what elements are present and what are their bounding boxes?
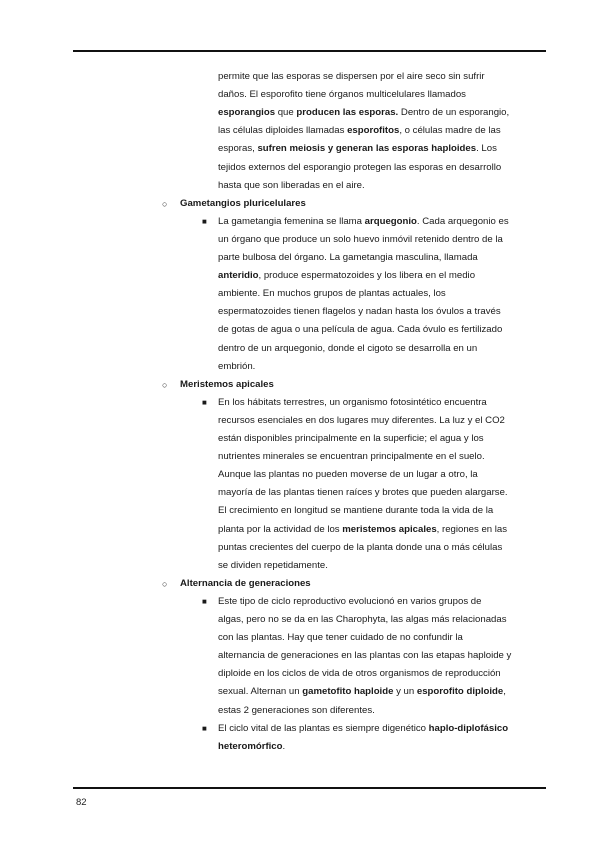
paragraph-line: daños. El esporofito tiene órganos multicelulares llamados: [218, 89, 466, 101]
paragraph-line: están disponibles principalmente en la superficie; el agua y los: [218, 433, 484, 444]
paragraph-line: El ciclo vital de las plantas es siempre digenético haplo-diplofásico: [218, 722, 509, 734]
bold-term: anteridio: [218, 270, 259, 282]
paragraph-line: sexual. Alternan un gametofito haploide y un esporofito diploide,: [218, 686, 506, 698]
circle-bullet-icon: ○: [162, 578, 168, 589]
paragraph-line: tejidos externos del esporangio protegen las esporas en desarrollo: [218, 161, 502, 173]
bold-term: gametofito haploide: [302, 686, 394, 698]
paragraph-line: embrión.: [218, 360, 256, 372]
paragraph-line: se dividen repetidamente.: [218, 559, 328, 571]
paragraph-line: las células diploides llamadas esporofitos, o células madre de las: [218, 125, 501, 137]
bold-term: sufren meiosis y generan las esporas haploides: [257, 143, 477, 155]
paragraph-line: espermatozoides tienen flagelos y nadan hasta los óvulos a través: [218, 306, 501, 318]
paragraph-line: algas, pero no se da en las Charophyta, las algas más relacionadas: [218, 614, 507, 625]
circle-bullet-icon: ○: [162, 379, 168, 390]
paragraph-line: de gotas de agua o una película de agua. Cada óvulo es fertilizado: [218, 324, 503, 336]
footer-rule: [73, 787, 546, 789]
bold-term: Meristemos apicales: [180, 378, 274, 390]
paragraph-line: planta por la actividad de los meristemos apicales, regiones en las: [218, 523, 508, 535]
paragraph-line: esporas, sufren meiosis y generan las esporas haploides. Los: [218, 143, 497, 155]
bold-term: heteromórfico: [218, 740, 283, 752]
bold-term: meristemos apicales: [342, 523, 437, 535]
paragraph-line: un órgano que produce un solo huevo inmóvil retenido dentro de la: [218, 233, 503, 245]
paragraph-line: heteromórfico.: [218, 740, 286, 752]
section-heading: [180, 575, 311, 593]
square-bullet-icon: ■: [202, 596, 207, 606]
square-bullet-icon: ■: [202, 397, 207, 407]
section-heading: [180, 195, 306, 213]
paragraph-line: Este tipo de ciclo reproductivo evolucionó en varios grupos de: [218, 595, 482, 607]
bold-term: Gametangios pluricelulares: [180, 197, 306, 209]
paragraph-line: permite que las esporas se dispersen por el aire seco sin sufrir: [218, 71, 485, 82]
paragraph-line: anteridio, produce espermatozoides y los libera en el medio: [218, 270, 476, 282]
bold-term: esporangios: [218, 107, 276, 119]
bold-term: arquegonio: [364, 215, 417, 227]
paragraph-line: estas 2 generaciones son diferentes.: [218, 704, 375, 716]
page-number: 82: [76, 797, 87, 808]
square-bullet-icon: ■: [202, 723, 207, 733]
paragraph-line: recursos esenciales en dos lugares muy diferentes. La luz y el CO2: [218, 414, 505, 426]
bold-term: Alternancia de generaciones: [180, 577, 311, 589]
paragraph-line: esporangios que producen las esporas. Dentro de un esporangio,: [218, 107, 510, 119]
paragraph-line: La gametangia femenina se llama arquegonio. Cada arquegonio es: [218, 215, 509, 227]
paragraph-line: alternancia de generaciones en las plantas con las etapas haploide y: [218, 650, 512, 662]
bold-term: esporofito diploide: [416, 686, 504, 698]
section-heading: [180, 376, 274, 394]
bold-term: haplo-diplofásico: [428, 722, 509, 734]
paragraph-line: con las plantas. Hay que tener cuidado de no confundir la: [218, 632, 463, 644]
paragraph-line: nutrientes minerales se encuentran principalmente en el suelo.: [218, 451, 485, 463]
circle-bullet-icon: ○: [162, 198, 168, 209]
bold-term: producen las esporas.: [296, 107, 399, 119]
paragraph-line: puntas crecientes del cuerpo de la planta donde una o más células: [218, 541, 503, 553]
square-bullet-icon: ■: [202, 216, 207, 226]
bold-term: esporofitos: [347, 125, 400, 137]
paragraph-line: hasta que son liberadas en el aire.: [218, 179, 365, 191]
paragraph-line: El crecimiento en longitud se mantiene durante toda la vida de la: [218, 505, 494, 517]
paragraph-line: En los hábitats terrestres, un organismo fotosintético encuentra: [218, 396, 487, 408]
paragraph-line: diploide en los ciclos de vida de otros organismos de reproducción: [218, 668, 501, 680]
header-rule: [73, 50, 546, 52]
paragraph-line: mayoría de las plantas tienen raíces y brotes que pueden alargarse.: [218, 487, 508, 499]
paragraph-line: dentro de un arquegonio, donde el cigoto se desarrolla en un: [218, 342, 478, 354]
paragraph-line: Aunque las plantas no pueden moverse de un lugar a otro, la: [218, 469, 478, 481]
paragraph-line: ambiente. En muchos grupos de plantas actuales, los: [218, 288, 446, 300]
paragraph-line: parte bulbosa del órgano. La gametangia masculina, llamada: [218, 252, 478, 263]
